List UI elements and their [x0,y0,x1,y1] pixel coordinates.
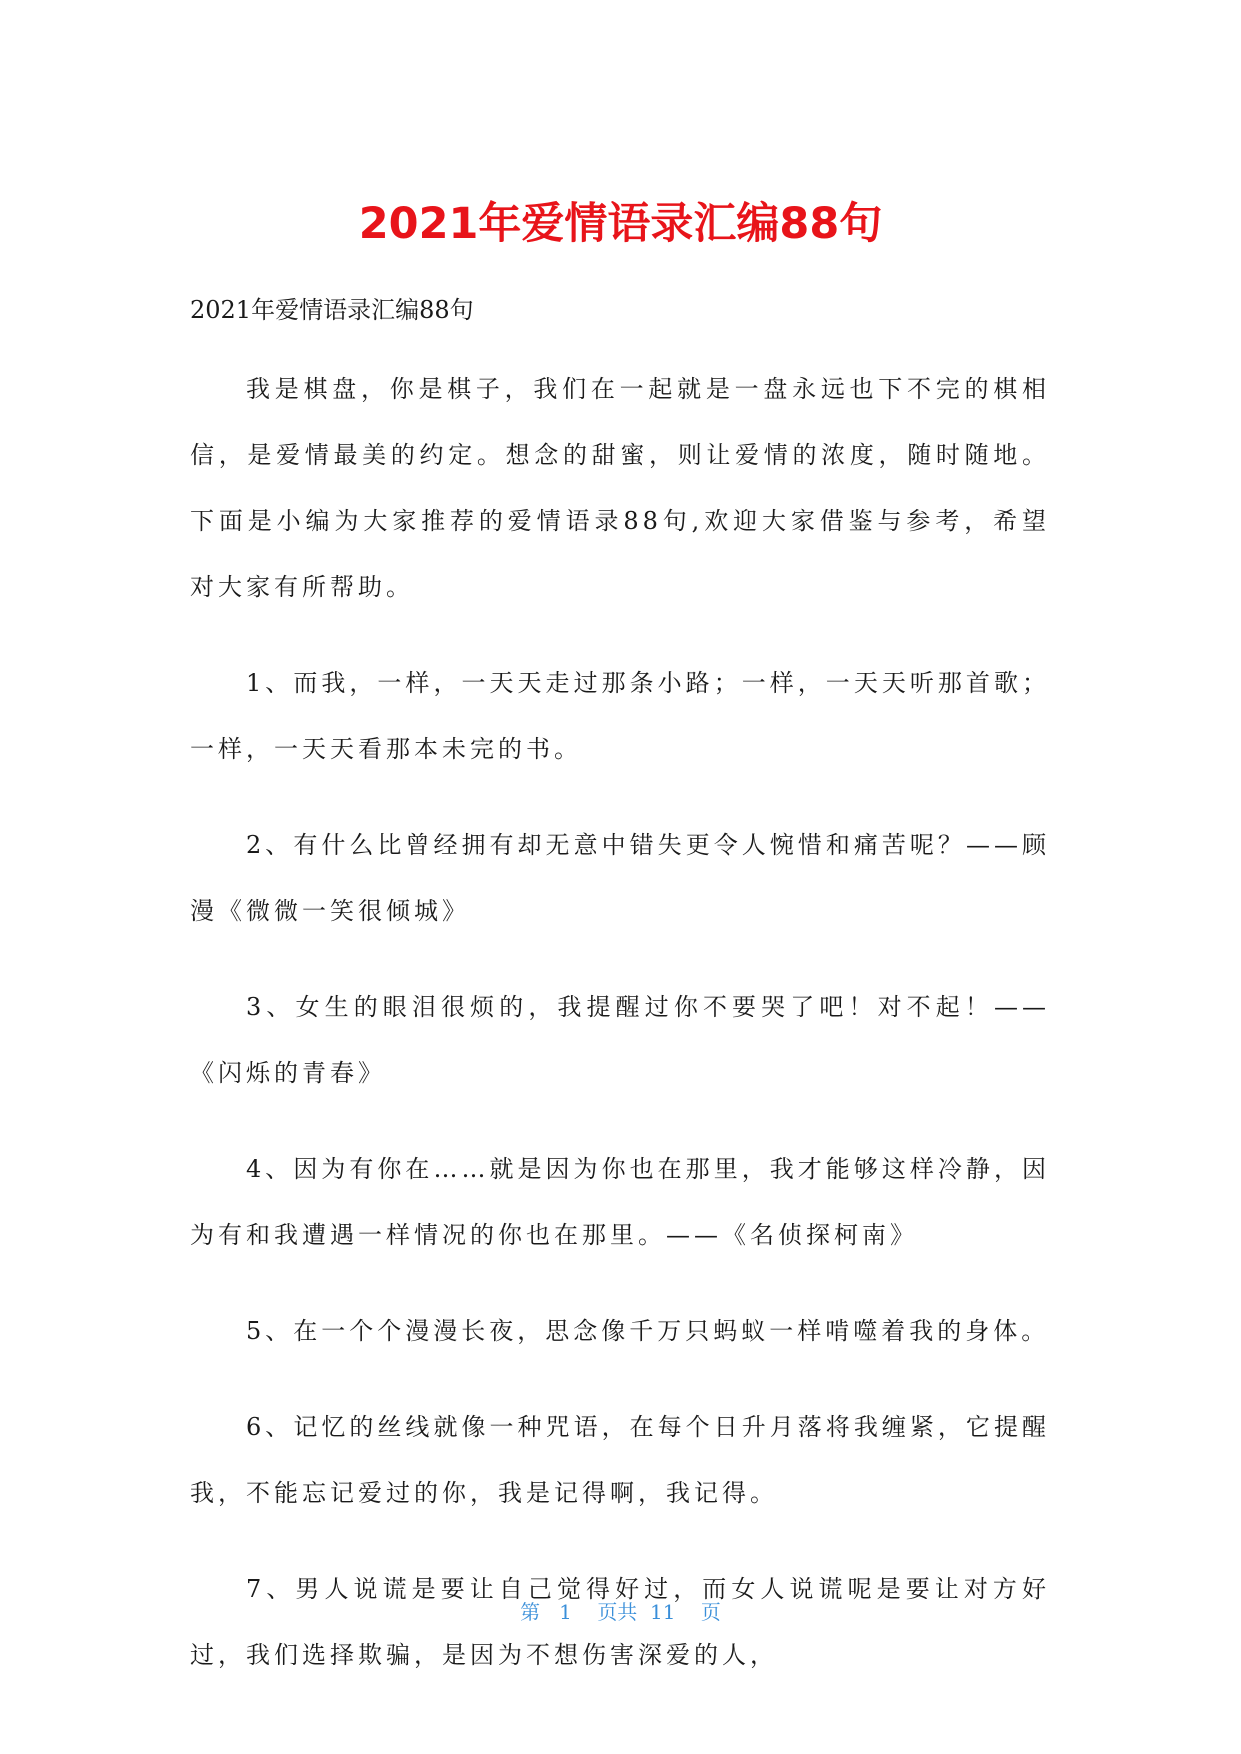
footer-prefix: 第 [520,1600,541,1624]
document-subtitle: 2021年爱情语录汇编88句 [190,296,474,324]
page-footer [0,1598,1241,1626]
quote-paragraph-2: 2、有什么比曾经拥有却无意中错失更令人惋惜和痛苦呢？——顾漫《微微一笑很倾城》 [190,831,1050,925]
document-title: 2021年爱情语录汇编88句 [358,199,883,249]
quote-paragraph-7: 7、男人说谎是要让自己觉得好过，而女人说谎呢是要让对方好过，我们选择欺骗，是因为不想伤害深爱的人， [190,1575,1050,1669]
document-body [190,356,1050,1718]
quote-paragraph-4: 4、因为有你在……就是因为你也在那里，我才能够这样冷静，因为有和我遭遇一样情况的你也在那里。——《名侦探柯南》 [190,1155,1050,1249]
footer-total-pages: 11 [650,1600,676,1624]
footer-suffix: 页 [700,1600,721,1624]
quote-paragraph-6: 6、记忆的丝线就像一种咒语，在每个日升月落将我缠紧，它提醒我，不能忘记爱过的你，我是记得啊，我记得。 [190,1413,1050,1507]
intro-paragraph: 我是棋盘，你是棋子，我们在一起就是一盘永远也下不完的棋相信，是爱情最美的约定。想念的甜蜜，则让爱情的浓度，随时随地。下面是小编为大家推荐的爱情语录88句,欢迎大家借鉴与参考，希望对大家有所帮助。 [190,375,1050,601]
footer-middle: 页共 [597,1600,638,1624]
footer-current-page: 1 [559,1600,572,1624]
quote-paragraph-1: 1、而我，一样，一天天走过那条小路；一样，一天天听那首歌；一样，一天天看那本未完的书。 [190,669,1050,763]
quote-paragraph-3: 3、女生的眼泪很烦的，我提醒过你不要哭了吧！对不起！——《闪烁的青春》 [190,993,1050,1087]
quote-paragraph-5: 5、在一个个漫漫长夜，思念像千万只蚂蚁一样啃噬着我的身体。 [246,1317,1050,1345]
